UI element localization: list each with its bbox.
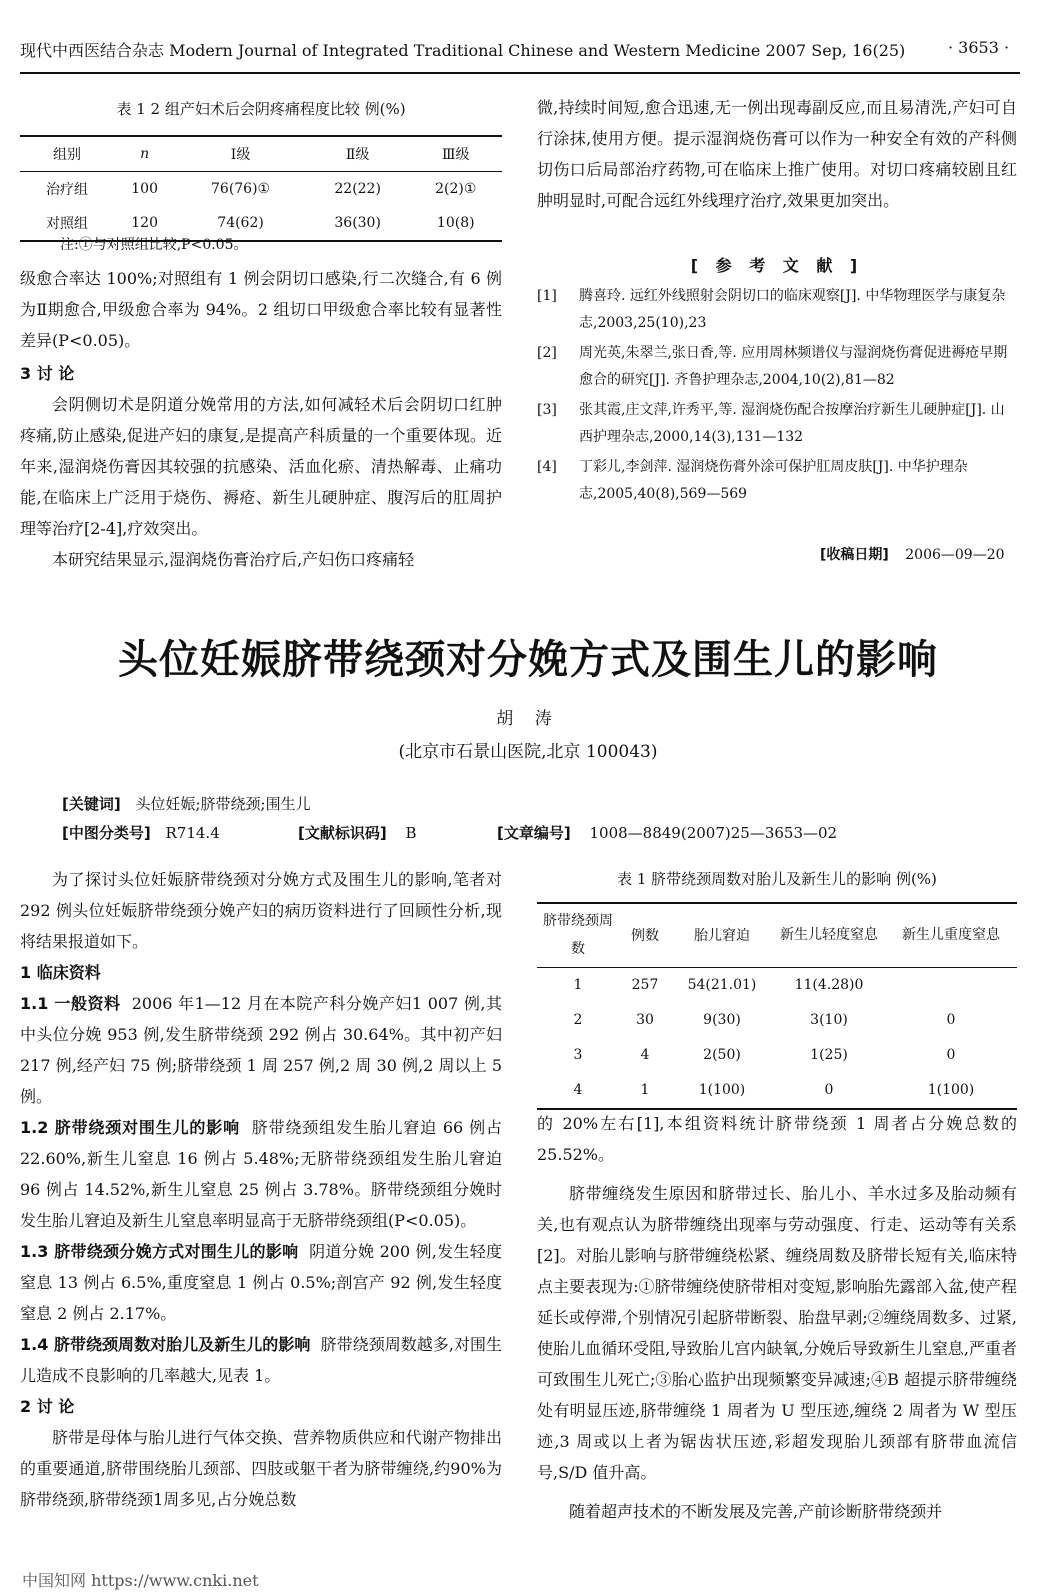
table-cell: 9(30) [703,1012,741,1028]
reference-item [537,283,1017,337]
table-cell: 1(100) [698,1082,746,1098]
table-cell: 4 [573,1082,583,1098]
references-title: [ 参 考 文 献 ] [690,256,864,275]
table-cell: 30 [636,1012,654,1028]
received-date-line [820,544,1005,564]
table-row [537,1073,1017,1109]
paragraph: 阴道分娩 200 例,发生轻度窒息 13 例占 6.5%,重度窒息 1 例占 0.5%;剖宫产 92 例,发生轻度窒息 2 例占 2.17%。 [20,1242,502,1323]
reference-number: [3] [537,402,557,418]
table-cell: 100 [131,181,158,197]
subsection-heading: 1.3 脐带绕颈分娩方式对围生儿的影响 [20,1242,299,1261]
reference-text: 丁彩儿,李剑萍. 湿润烧伤膏外涂可保护肛周皮肤[J]. 中华护理杂志,2005,40(8),569—569 [579,459,968,502]
table-header-row [20,136,502,172]
table-cell: 0 [824,1082,834,1098]
received-date: 2006—09—20 [905,547,1005,563]
table-cell: 0 [946,1047,956,1063]
subsection-heading: 1.4 脐带绕颈周数对胎儿及新生儿的影响 [20,1335,311,1354]
article-id-line [497,822,837,843]
paragraph: 的 20%左右[1],本组资料统计脐带绕颈 1 周者占分娩总数的 25.52%。 [537,1114,1017,1164]
reference-text: 腾喜玲. 远红外线照射会阴切口的临床观察[J]. 中华物理医学与康复杂志,2003,25(10),23 [579,288,1006,331]
section-heading: 2 讨 论 [20,1397,75,1416]
paragraph: 脐带是母体与胎儿进行气体交换、营养物质供应和代谢产物排出的重要通道,脐带围绕胎儿颈部、四肢或躯干者为脐带缠绕,约90%为脐带绕颈,脐带绕颈1周多见,占分娩总数 [20,1428,502,1509]
subsection-heading: 1.2 脐带绕颈对围生儿的影响 [20,1118,240,1137]
table-cell: 36(30) [334,215,381,231]
header-rule [20,72,1020,74]
table-row [537,1003,1017,1038]
clc-label: [中图分类号] [62,824,151,842]
reference-text: 周光英,朱翠兰,张日香,等. 应用周林频谱仪与湿润烧伤膏促进褥疮早期愈合的研究[J]. 齐鲁护理杂志,2004,10(2),81—82 [579,345,1008,388]
table-cell: 4 [640,1047,650,1063]
left-column-top [20,263,502,575]
table-cell: 54(21.01) [687,977,757,993]
table-row [537,1038,1017,1073]
paragraph: 本研究结果显示,湿润烧伤膏治疗后,产妇伤口疼痛轻 [52,550,415,569]
section-heading: 3 讨 论 [20,364,75,383]
paragraph: 级愈合率达 100%;对照组有 1 例会阴切口感染,行二次缝合,有 6 例为Ⅱ期愈合,甲级愈合率为 94%。2 组切口甲级愈合率比较有显著性差异(P<0.05)。 [20,269,502,350]
table-header: Ⅰ级 [230,147,251,163]
table-cell: 1 [640,1082,650,1098]
doc-code-line [298,822,417,843]
table1 [20,135,502,242]
table-cell: 1 [573,977,583,993]
reference-item [537,454,1017,508]
table-header: 胎儿窘迫 [694,928,750,945]
paragraph: 脐带绕颈组发生胎儿窘迫 66 例占 22.60%,新生儿窒息 16 例占 5.48%;无脐带绕颈组发生胎儿窘迫 96 例占 14.52%,新生儿窒息 25 例占 3.78%。脐带绕颈组分娩时发生胎儿窘迫及新生儿窒息率明显高于无脐带绕颈组(P<0.05)。 [20,1118,502,1230]
table1-caption: 表 1 2 组产妇术后会阴疼痛程度比较 例(%) [116,100,406,118]
table-header: 新生儿重度窒息 [902,927,1000,944]
paragraph: 脐带缠绕发生原因和脐带过长、胎儿小、羊水过多及胎动频有关,也有观点认为脐带缠绕出现率与劳动强度、行走、运动等有关系[2]。对胎儿影响与脐带缠绕松紧、缠绕周数及脐带长短有关,临床特点主要表现为:①脐带缠绕使脐带相对变短,影响胎先露部入盆,使产程延长或停滞,个别情况引起脐带断裂、胎盘早剥;②缠绕周数多、过紧,使胎儿血循环受阻,导致胎儿宫内缺氧,分娩后导致新生儿窒息,严重者可致围生儿死亡;③胎心监护出现频繁变异减速;④B 超提示脐带缠绕处有明显压迹,脐带缠绕 1 周者为 U 型压迹,缠绕 2 周者为 W 型压迹,3 周或以上者为锯齿状压迹,彩超发现胎儿颈部有脐带血流信号,S/D 值升高。 [537,1184,1017,1482]
table-cell: 22(22) [334,181,381,197]
table-row [537,967,1017,1003]
reference-item [537,397,1017,451]
paragraph: 随着超声技术的不断发展及完善,产前诊断脐带绕颈并 [569,1502,943,1521]
keywords-label: [关键词] [62,795,121,813]
table-cell: 2 [573,1012,583,1028]
table-header-row [537,903,1017,967]
paragraph: 为了探讨头位妊娠脐带绕颈对分娩方式及围生儿的影响,笔者对 292 例头位妊娠脐带绕颈分娩产妇的病历资料进行了回顾性分析,现将结果报道如下。 [20,870,502,951]
table1-note: 注:①与对照组比较,P<0.05。 [60,237,248,253]
table-cell: 11(4.28)0 [794,977,864,993]
paragraph: 微,持续时间短,愈合迅速,无一例出现毒副反应,而且易清洗,产妇可自行涂抹,使用方便。提示湿润烧伤膏可以作为一种安全有效的产科侧切伤口后局部治疗药物,可在临床上推广使用。对切口疼痛较剧且红肿明显时,可配合远红外线理疗治疗,效果更加突出。 [537,98,1017,210]
table-cell: 74(62) [217,215,264,231]
paragraph: 2006 年1—12 月在本院产科分娩产妇1 007 例,其中头位分娩 953 例,发生脐带绕颈 292 例占 30.64%。其中初产妇 217 例,经产妇 75 例;脐带绕颈 1 周 257 例,2 周 30 例,2 周以上 5 例。 [20,994,502,1106]
watermark: 中国知网 https://www.cnki.net [22,1571,259,1590]
doc-code: B [405,824,417,842]
paragraph: 脐带绕颈周数越多,对围生儿造成不良影响的几率越大,见表 1。 [20,1335,502,1385]
author: 胡 涛 [496,709,560,729]
reference-number: [1] [537,288,557,304]
table-header: 新生儿轻度窒息 [780,927,878,944]
table-header: n [140,146,150,162]
running-header: 现代中西医结合杂志 Modern Journal of Integrated Traditional Chinese and Western Medicine 2007 Sep, 16(25) [20,41,906,60]
clc-line [62,822,220,843]
table-header: 例数 [631,928,659,945]
table-cell: 76(76)① [211,181,271,197]
table-header: Ⅲ级 [442,147,470,163]
reference-number: [2] [537,345,557,361]
table-cell [885,967,1017,1003]
clc-code: R714.4 [165,824,220,842]
affiliation: (北京市石景山医院,北京 100043) [398,742,658,762]
received-label: [收稿日期] [820,547,889,563]
table-header: 组别 [52,147,81,163]
reference-item [537,340,1017,394]
article-id-label: [文章编号] [497,824,571,842]
keywords-line [62,793,311,814]
table-cell: 3(10) [810,1012,848,1028]
keywords: 头位妊娠;脐带绕颈;围生儿 [135,795,311,813]
table-cell: 1(100) [927,1082,975,1098]
table-header: Ⅱ级 [345,147,370,163]
table-cell: 10(8) [436,215,475,231]
table-cell: 2(2)① [435,181,477,197]
table-cell: 120 [131,215,158,231]
article-id: 1008—8849(2007)25—3653—02 [589,824,838,842]
reference-number: [4] [537,459,557,475]
table-cell: 2(50) [703,1047,741,1063]
subsection-heading: 1.1 一般资料 [20,994,121,1013]
table-cell: 1(25) [810,1047,848,1063]
table2-caption: 表 1 脐带绕颈周数对胎儿及新生儿的影响 例(%) [617,870,937,888]
right-column-top [537,92,1017,216]
table-cell: 3 [573,1047,583,1063]
reference-text: 张其霞,庄文萍,许秀平,等. 湿润烧伤配合按摩治疗新生儿硬肿症[J]. 山西护理杂志,2000,14(3),131—132 [579,402,1005,445]
reference-list [537,283,1017,511]
table-row [20,172,502,207]
page-number: · 3653 · [948,38,1010,57]
table-cell: 治疗组 [45,182,88,198]
table-cell: 0 [946,1012,956,1028]
table-cell: 对照组 [45,216,88,232]
table2 [537,902,1017,1110]
article-title: 头位妊娠脐带绕颈对分娩方式及围生儿的影响 [118,637,938,683]
left-column-bottom [20,864,502,1515]
section-heading: 1 临床资料 [20,963,101,982]
table-header: 脐带绕颈周数 [543,913,613,958]
right-column-bottom [537,1108,1017,1527]
doc-label: [文献标识码] [298,824,387,842]
paragraph: 会阴侧切术是阴道分娩常用的方法,如何减轻术后会阴切口红肿疼痛,防止感染,促进产妇的康复,是提高产科质量的一个重要体现。近年来,湿润烧伤膏因其较强的抗感染、活血化瘀、清热解毒、止痛功能,在临床上广泛用于烧伤、褥疮、新生儿硬肿症、腹泻后的肛周护理等治疗[2-4],疗效突出。 [20,395,502,538]
table-cell: 257 [631,977,659,993]
